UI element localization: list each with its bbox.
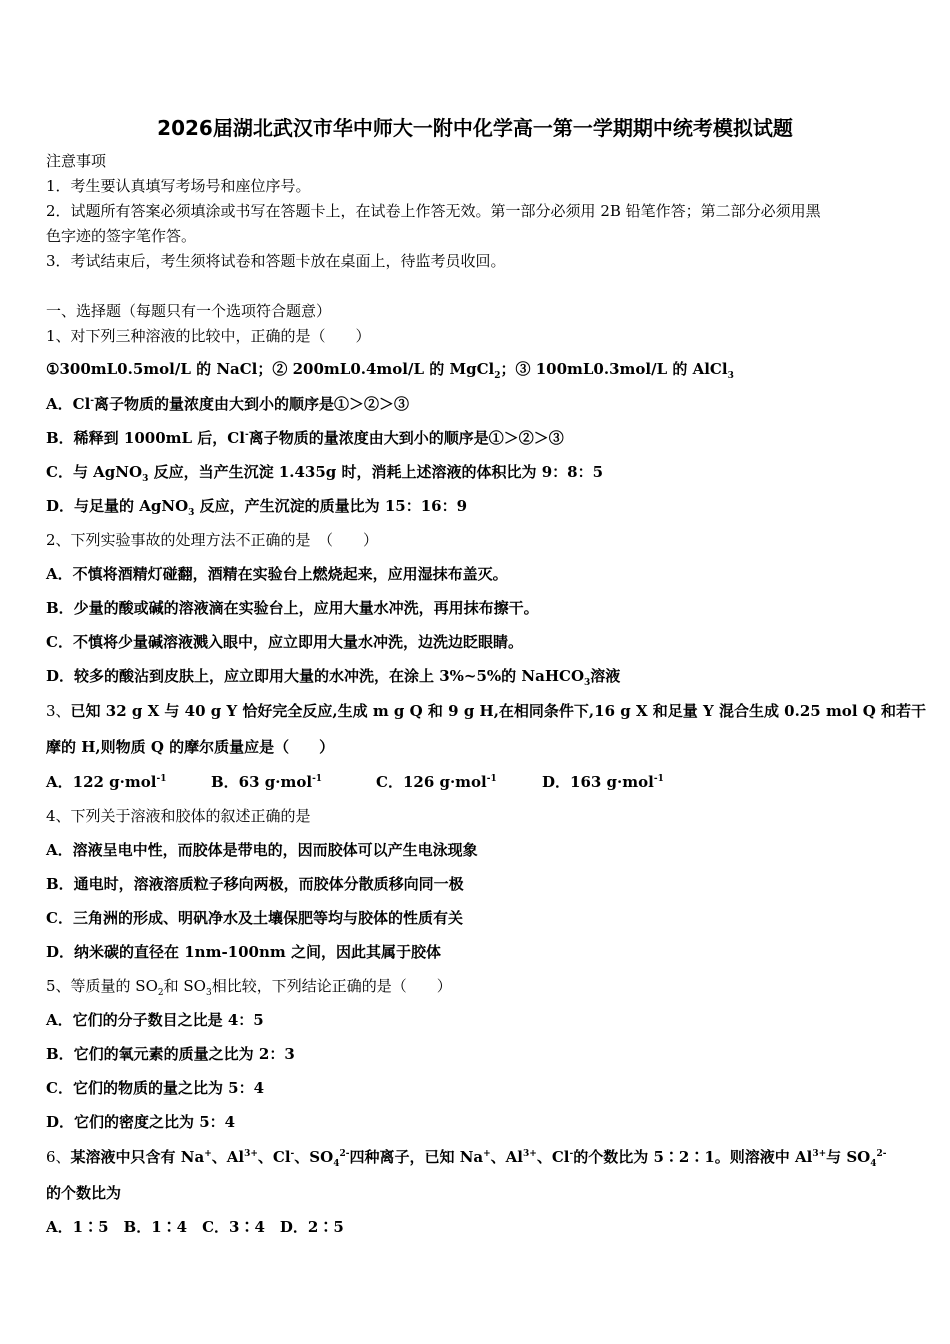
notice-item-2-cont: 色字迹的签字笔作答。: [46, 227, 197, 245]
q3-option-c: C．126 g·mol$^{-1}$: [376, 773, 497, 791]
q2-option-d: D．较多的酸沾到皮肤上，应立即用大量的水冲洗，在涂上 3%~5%的 NaHCO$_3$溶液: [46, 667, 621, 688]
notice-item-1: 1．考生要认真填写考场号和座位序号。: [46, 177, 311, 195]
q4-option-b: B．通电时，溶液溶质粒子移向两极，而胶体分散质移向同一极: [46, 875, 464, 893]
q6-options: A．1∶5 B．1∶4 C．3∶4 D．2∶5: [46, 1218, 344, 1236]
q1-option-a: A．Cl-离子物质的量浓度由大到小的顺序是①＞②＞③: [46, 395, 410, 413]
q2-option-a: A．不慎将酒精灯碰翻，酒精在实验台上燃烧起来，应用湿抹布盖灭。: [46, 565, 508, 583]
q2-stem: 2、下列实验事故的处理方法不正确的是 （ ）: [46, 531, 379, 549]
notice-item-3: 3．考试结束后，考生须将试卷和答题卡放在桌面上，待监考员收回。: [46, 252, 506, 270]
q1-stem: 1、对下列三种溶液的比较中，正确的是（ ）: [46, 327, 371, 345]
notice-item-2: 2．试题所有答案必须填涂或书写在答题卡上，在试卷上作答无效。第一部分必须用 2B 铅笔作答；第二部分必须用黑: [46, 202, 821, 220]
q3-option-a: A．122 g·mol$^{-1}$: [46, 773, 167, 791]
q5-option-b: B．它们的氧元素的质量之比为 2：3: [46, 1045, 295, 1063]
q5-option-d: D．它们的密度之比为 5：4: [46, 1113, 236, 1131]
q3-options: [46, 772, 664, 792]
q2-option-c: C．不慎将少量碱溶液溅入眼中，应立即用大量水冲洗，边洗边眨眼睛。: [46, 633, 523, 651]
q1-given: ①300mL0.5mol/L 的 NaCl；② 200mL0.4mol/L 的 MgCl$_2$；③ 100mL0.3mol/L 的 AlCl$_3$: [46, 360, 734, 381]
q3-stem-line1: 3、已知 32 g X 与 40 g Y 恰好完全反应,生成 m g Q 和 9 g H,在相同条件下,16 g X 和足量 Y 混合生成 0.25 mol Q 和若干: [46, 702, 927, 720]
q6-stem-line2: 的个数比为: [46, 1184, 122, 1202]
q5-option-c: C．它们的物质的量之比为 5：4: [46, 1079, 265, 1097]
q1-option-b: B．稀释到 1000mL 后，Cl-离子物质的量浓度由大到小的顺序是①＞②＞③: [46, 429, 564, 447]
q4-stem: 4、下列关于溶液和胶体的叙述正确的是: [46, 807, 311, 825]
q1-option-c: C．与 AgNO$_3$ 反应，当产生沉淀 1.435g 时，消耗上述溶液的体积比为 9：8：5: [46, 463, 604, 484]
q3-stem-line2: 摩的 H,则物质 Q 的摩尔质量应是（ ）: [46, 738, 335, 756]
q5-stem: 5、等质量的 $SO_2$和 $SO_3$相比较，下列结论正确的是（ ）: [46, 977, 452, 998]
q6-stem-line1: 6、某溶液中只含有 Na+、$Al^{3+}$、Cl-、$SO_4^{2-}$四种离子，已知 Na+、$Al^{3+}$、Cl-的个数比为 5∶2∶1。则溶液中 $Al^{3+}$与 $SO_4^{2-}$: [46, 1148, 887, 1169]
page-title: 2026届湖北武汉市华中师大一附中化学高一第一学期期中统考模拟试题: [157, 116, 793, 140]
q1-option-d: D．与足量的 AgNO$_3$ 反应，产生沉淀的质量比为 15：16：9: [46, 497, 468, 518]
q3-option-d: D．163 g·mol$^{-1}$: [542, 773, 664, 791]
q2-option-b: B．少量的酸或碱的溶液滴在实验台上，应用大量水冲洗，再用抹布擦干。: [46, 599, 539, 617]
q4-option-a: A．溶液呈电中性，而胶体是带电的，因而胶体可以产生电泳现象: [46, 841, 478, 859]
q4-option-d: D．纳米碳的直径在 1nm-100nm 之间，因此其属于胶体: [46, 943, 441, 961]
q4-option-c: C．三角洲的形成、明矾净水及土壤保肥等均与胶体的性质有关: [46, 909, 463, 927]
section-heading: 一、选择题（每题只有一个选项符合题意）: [46, 302, 332, 320]
q3-option-b: B．63 g·mol$^{-1}$: [211, 773, 323, 791]
notice-heading: 注意事项: [46, 152, 107, 170]
q5-option-a: A．它们的分子数目之比是 4：5: [46, 1011, 264, 1029]
